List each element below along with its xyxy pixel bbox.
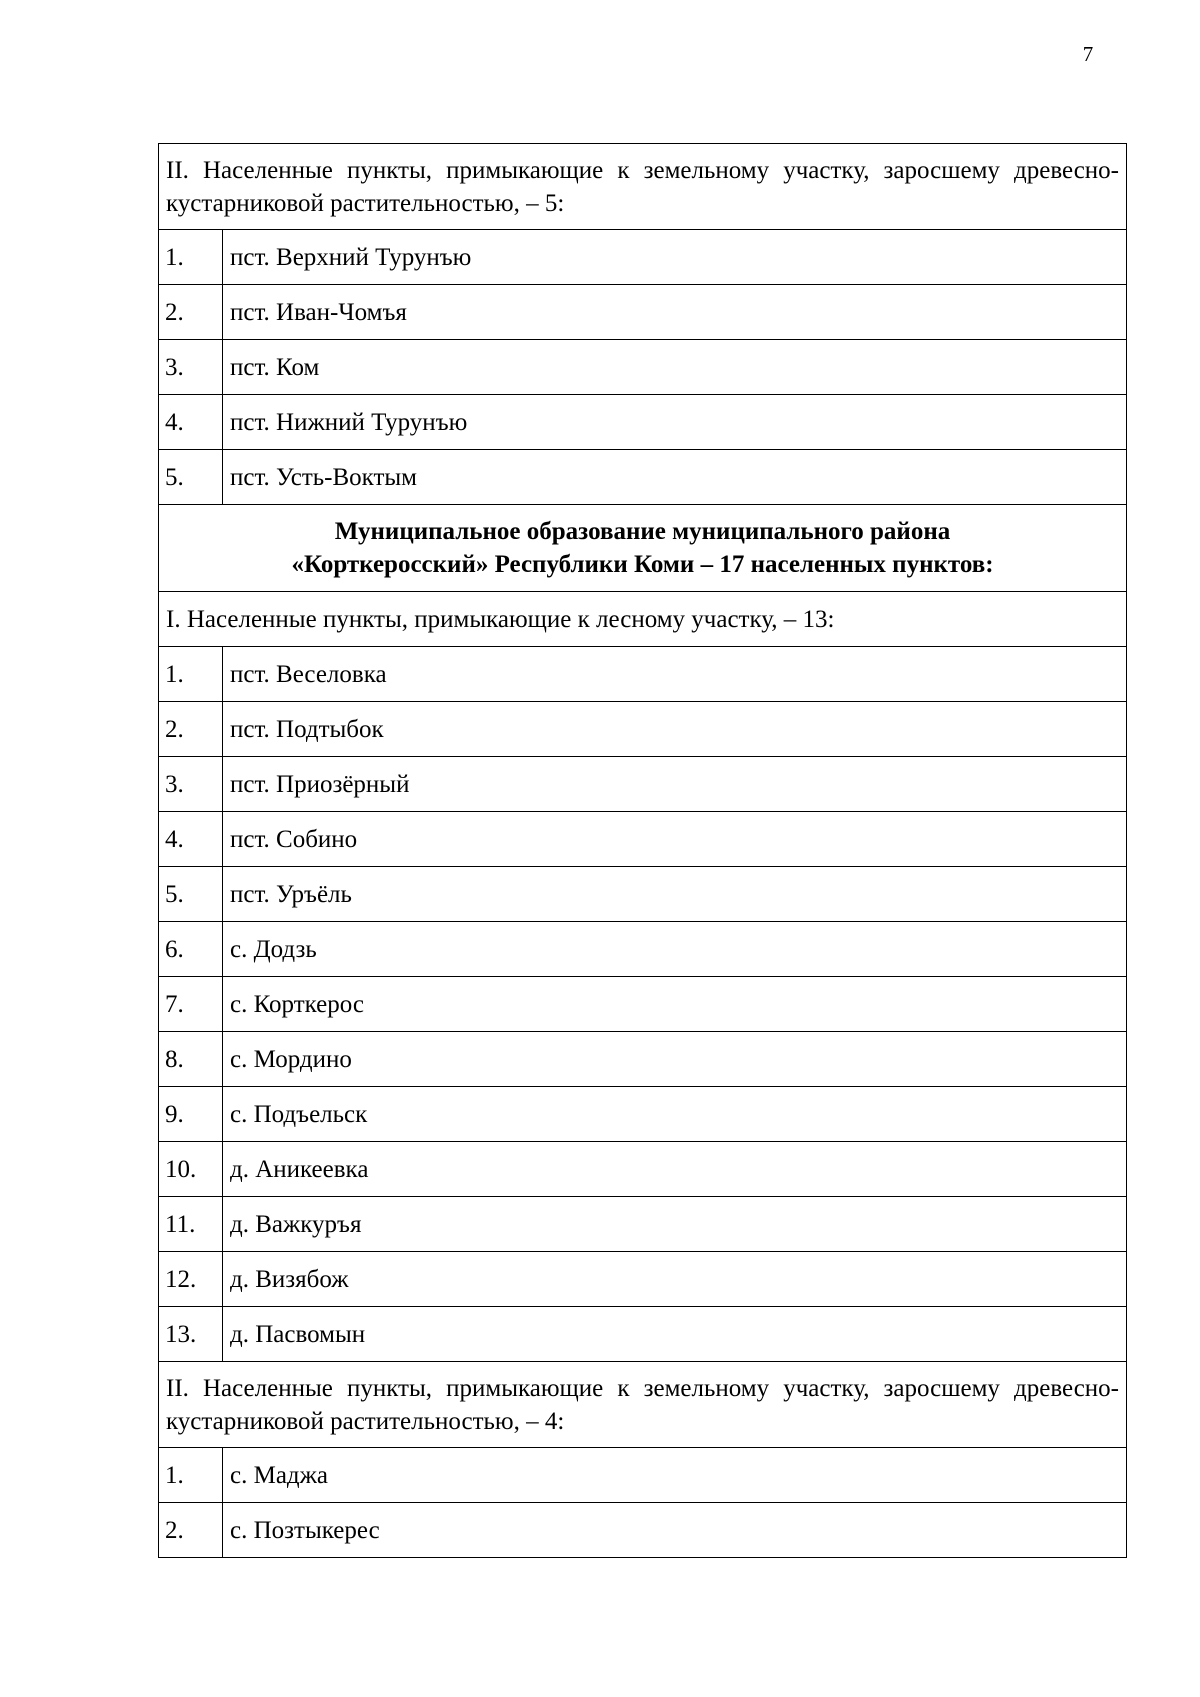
table-row [159, 977, 1127, 1032]
settlement-name: пст. Веселовка [223, 647, 1127, 702]
table-row [159, 230, 1127, 285]
table-row [159, 702, 1127, 757]
settlement-name: д. Важкуръя [223, 1197, 1127, 1252]
item-number: 1. [159, 230, 223, 285]
item-number: 2. [159, 702, 223, 757]
table-row [159, 922, 1127, 977]
section-title: II. Населенные пункты, примыкающие к земельному участку, заросшему древесно-кустарниковой растительностью, – 5: [159, 144, 1127, 230]
section-title: II. Населенные пункты, примыкающие к земельному участку, заросшему древесно-кустарниковой растительностью, – 4: [159, 1362, 1127, 1448]
settlement-name: с. Корткерос [223, 977, 1127, 1032]
item-number: 1. [159, 647, 223, 702]
table-row [159, 1307, 1127, 1362]
settlement-name: пст. Подтыбок [223, 702, 1127, 757]
item-number: 8. [159, 1032, 223, 1087]
table-row [159, 812, 1127, 867]
item-number: 2. [159, 1503, 223, 1558]
settlement-name: пст. Иван-Чомъя [223, 285, 1127, 340]
table-row [159, 867, 1127, 922]
table-row [159, 1197, 1127, 1252]
municipality-heading-row [159, 505, 1127, 592]
section-title: I. Населенные пункты, примыкающие к лесному участку, – 13: [159, 592, 1127, 647]
settlement-name: д. Визябож [223, 1252, 1127, 1307]
table-row [159, 1252, 1127, 1307]
settlement-name: пст. Собино [223, 812, 1127, 867]
item-number: 9. [159, 1087, 223, 1142]
item-number: 10. [159, 1142, 223, 1197]
table-row [159, 1142, 1127, 1197]
settlement-name: пст. Уръёль [223, 867, 1127, 922]
municipality-heading [159, 505, 1127, 592]
item-number: 4. [159, 812, 223, 867]
settlement-name: с. Подъельск [223, 1087, 1127, 1142]
item-number: 2. [159, 285, 223, 340]
settlement-name: с. Мордино [223, 1032, 1127, 1087]
item-number: 5. [159, 867, 223, 922]
item-number: 12. [159, 1252, 223, 1307]
settlement-name: пст. Усть-Воктым [223, 450, 1127, 505]
item-number: 11. [159, 1197, 223, 1252]
settlement-name: пст. Приозёрный [223, 757, 1127, 812]
table-row [159, 1448, 1127, 1503]
table-row [159, 395, 1127, 450]
section-row [159, 1362, 1127, 1448]
item-number: 3. [159, 757, 223, 812]
settlement-name: пст. Верхний Турунъю [223, 230, 1127, 285]
item-number: 6. [159, 922, 223, 977]
table-row [159, 1503, 1127, 1558]
item-number: 7. [159, 977, 223, 1032]
table-row [159, 285, 1127, 340]
settlement-name: пст. Нижний Турунъю [223, 395, 1127, 450]
municipality-heading-line2: «Корткеросский» Республики Коми – 17 населенных пунктов: [291, 551, 994, 578]
table-row [159, 647, 1127, 702]
page-number: 7 [1082, 42, 1094, 66]
settlement-name: д. Пасвомын [223, 1307, 1127, 1362]
settlement-name: с. Позтыкерес [223, 1503, 1127, 1558]
settlement-name: с. Додзь [223, 922, 1127, 977]
table-row [159, 340, 1127, 395]
item-number: 4. [159, 395, 223, 450]
table-row [159, 450, 1127, 505]
item-number: 5. [159, 450, 223, 505]
municipality-heading-line1: Муниципальное образование муниципального района [334, 518, 951, 545]
item-number: 1. [159, 1448, 223, 1503]
table-row [159, 757, 1127, 812]
settlement-name: пст. Ком [223, 340, 1127, 395]
settlement-name: с. Маджа [223, 1448, 1127, 1503]
item-number: 13. [159, 1307, 223, 1362]
table-row [159, 1087, 1127, 1142]
item-number: 3. [159, 340, 223, 395]
section-row [159, 144, 1127, 230]
table-row [159, 1032, 1127, 1087]
section-row [159, 592, 1127, 647]
settlements-table [158, 143, 1127, 1558]
settlement-name: д. Аникеевка [223, 1142, 1127, 1197]
